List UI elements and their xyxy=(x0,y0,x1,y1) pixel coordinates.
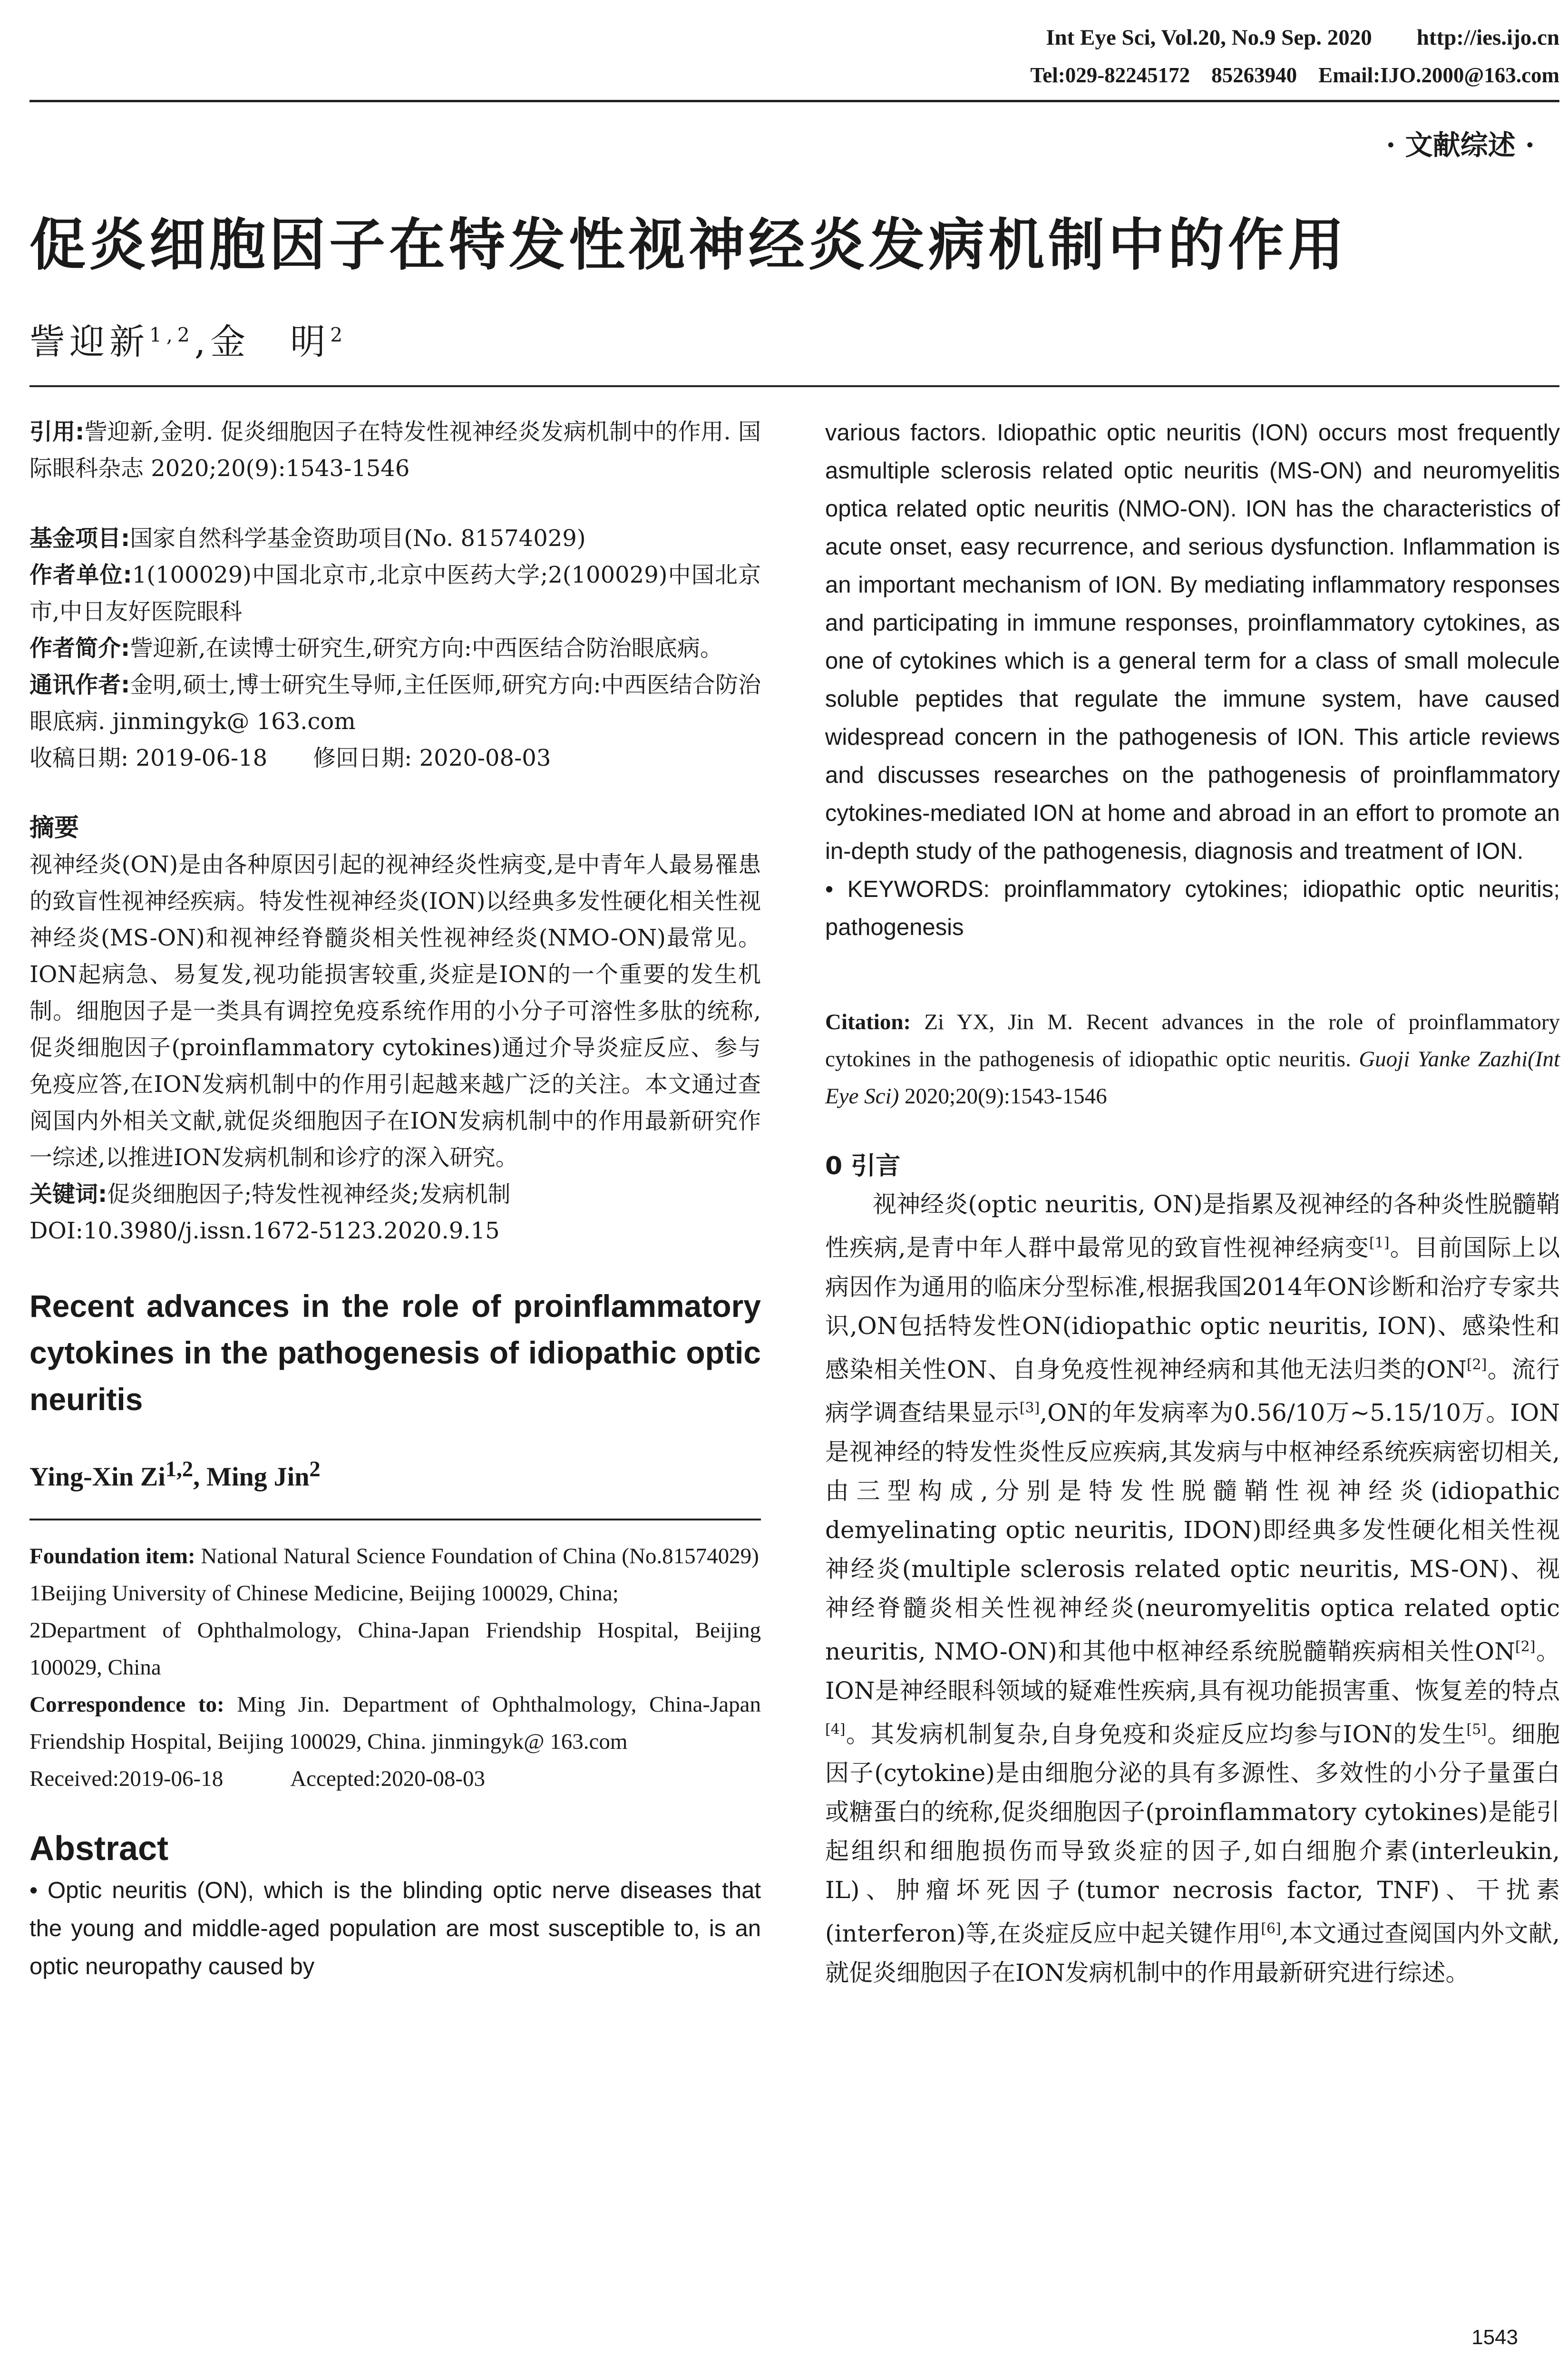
correspondence-label: Correspondence to: xyxy=(29,1692,224,1717)
intro-paragraph xyxy=(825,1185,1560,1992)
ref-2[interactable]: [2] xyxy=(1466,1356,1487,1373)
ref-6[interactable]: [5] xyxy=(1466,1721,1487,1738)
citation-en-journal: Guoji Yanke Zazhi(Int Eye Sci) xyxy=(825,1047,1560,1109)
foundation-item xyxy=(29,1538,761,1575)
received-accepted: Received:2019-06-18 Accepted:2020-08-03 xyxy=(29,1766,486,1791)
corresponding-label: 通讯作者: xyxy=(29,672,130,698)
right-column xyxy=(825,414,1560,1992)
author-unit xyxy=(29,557,761,630)
header-rule xyxy=(29,100,1559,102)
citation-cn-text: 訾迎新,金明. 促炎细胞因子在特发性视神经炎发病机制中的作用. 国际眼科杂志 2020;20(9):1543-1546 xyxy=(29,419,761,482)
foundation-text: National Natural Science Foundation of China (No.81574029) xyxy=(201,1543,759,1568)
author-intro-text: 訾迎新,在读博士研究生,研究方向:中西医结合防治眼底病。 xyxy=(130,635,723,662)
left-column xyxy=(29,414,761,1986)
citation-cn-label: 引用: xyxy=(29,419,85,445)
intro-text-3: 。流行病学调查结果显示 xyxy=(825,1355,1560,1427)
keywords-en: • KEYWORDS: proinflammatory cytokines; idiopathic optic neuritis; pathogenesis xyxy=(825,877,1560,940)
authors-en xyxy=(29,1451,761,1496)
authors-cn xyxy=(29,314,347,364)
author-1-affil: 1,2 xyxy=(149,323,195,347)
keywords-cn-label: 关键词: xyxy=(29,1181,107,1208)
fund-label: 基金项目: xyxy=(29,525,130,552)
intro-text-7: 。细胞因子(cytokine)是由细胞分泌的具有多源性、多效性的小分子量蛋白或糖蛋白的统称,促炎细胞因子(proinflammatory cytokines)是能引起组织和细胞损伤而导致炎症的因子,如白细胞介素(interleukin, IL)、肿瘤坏死因子(tumor necrosis factor, TNF)、干扰素(interferon)等,在炎症反应中起关键作用 xyxy=(825,1720,1560,1948)
intro-heading: 0 引言 xyxy=(825,1152,901,1180)
unit-label: 作者单位: xyxy=(29,562,132,588)
affiliation-1: 1Beijing University of Chinese Medicine, Beijing 100029, China; xyxy=(29,1580,619,1606)
ref-1[interactable]: [1] xyxy=(1369,1235,1390,1251)
intro-text-2: 。目前国际上以病因作为通用的临床分型标准,根据我国2014年ON诊断和治疗专家共识,ON包括特发性ON(idiopathic optic neuritis, ION)、感染性和感染相关性ON、自身免疫性视神经病和其他无法归类的ON xyxy=(825,1234,1560,1383)
intro-text-5: 。ION是神经眼科领域的疑难性疾病,具有视功能损害重、恢复差的特点 xyxy=(825,1637,1560,1705)
doi: DOI:10.3980/j.issn.1672-5123.2020.9.15 xyxy=(29,1218,500,1244)
keywords-cn-text: 促炎细胞因子;特发性视神经炎;发病机制 xyxy=(107,1181,511,1208)
corresponding-author xyxy=(29,667,761,740)
author-2-name: 金 明 xyxy=(210,321,331,362)
citation-en xyxy=(825,1003,1560,1115)
section-tag: · 文献综述 · xyxy=(1386,129,1535,161)
author-separator: , xyxy=(194,321,211,362)
author-en-2-affil: 2 xyxy=(309,1457,321,1481)
intro-text-1: 视神经炎(optic neuritis, ON)是指累及视神经的各种炎性脱髓鞘性疾病,是青中年人群中最常见的致盲性视神经病变 xyxy=(825,1190,1560,1262)
english-section-rule xyxy=(29,1519,761,1520)
abstract-en-start: • Optic neuritis (ON), which is the blinding optic nerve diseases that the young and middle-aged population are most susceptible to, is an optic neuropathy caused by xyxy=(29,1877,761,1979)
corresponding-text: 金明,硕士,博士研究生导师,主任医师,研究方向:中西医结合防治眼底病. jinmingyk@ 163.com xyxy=(29,672,761,735)
author-en-1-affil: 1,2 xyxy=(165,1457,194,1481)
citation-en-tail: 2020;20(9):1543-1546 xyxy=(899,1084,1107,1109)
citation-en-label: Citation: xyxy=(825,1010,911,1034)
correspondence xyxy=(29,1686,761,1760)
citation-cn xyxy=(29,414,761,487)
author-1-name: 訾迎新 xyxy=(29,321,149,362)
affiliation-2: 2Department of Ophthalmology, China-Japan Friendship Hospital, Beijing 100029, China xyxy=(29,1617,761,1680)
title-rule xyxy=(29,385,1559,387)
intro-text-8: ,本文通过查阅国内外文献,就促炎细胞因子在ION发病机制中的作用最新研究进行综述。 xyxy=(825,1919,1560,1987)
ref-4[interactable]: [2] xyxy=(1515,1638,1536,1655)
author-en-1: Ying-Xin Zi xyxy=(29,1462,166,1492)
foundation-label: Foundation item: xyxy=(29,1543,195,1568)
abstract-en-continued: various factors. Idiopathic optic neuritis (ION) occurs most frequently asmultiple sclerosis related optic neuritis (MS-ON) and neuromyelitis optica related optic neuritis (NMO-ON). ION has the characteristics of acute onset, easy recurrence, and serious dysfunction. Inflammation is an important mechanism of ION. By mediating inflammatory responses and participating in immune responses, proinflammatory cytokines, as one of cytokines which is a general term for a class of small molecule soluble peptides that regulate the immune system, have caused widespread concern in the pathogenesis of ION. This article reviews and discusses researches on the pathogenesis of proinflammatory cytokines-mediated ION at home and abroad in an effort to promote an in-depth study of the pathogenesis, diagnosis and treatment of ION. xyxy=(825,420,1560,864)
citation-en-text: Zi YX, Jin M. Recent advances in the role of proinflammatory cytokines in the pathogenesis of idiopathic optic neuritis. xyxy=(825,1010,1560,1072)
abstract-heading: Abstract xyxy=(29,1829,169,1868)
fund-text: 国家自然科学基金资助项目(No. 81574029) xyxy=(130,525,586,552)
english-title: Recent advances in the role of proinflammatory cytokines in the pathogenesis of idiopathic optic neuritis xyxy=(29,1288,761,1417)
intro-text-6: 。其发病机制复杂,自身免疫和炎症反应均参与ION的发生 xyxy=(845,1720,1467,1748)
abstract-cn-heading: 摘要 xyxy=(29,814,79,842)
page-number: 1543 xyxy=(1471,2326,1518,2349)
fund-info xyxy=(29,520,761,557)
author-2-affil: 2 xyxy=(330,323,348,347)
unit-text: 1(100029)中国北京市,北京中医药大学;2(100029)中国北京市,中日友好医院眼科 xyxy=(29,562,761,625)
article-title: 促炎细胞因子在特发性视神经炎发病机制中的作用 xyxy=(29,212,1348,278)
correspondence-text: Ming Jin. Department of Ophthalmology, China-Japan Friendship Hospital, Beijing 100029, China. jinmingyk@ 163.com xyxy=(29,1692,761,1754)
author-intro-label: 作者简介: xyxy=(29,635,130,662)
ref-7[interactable]: [6] xyxy=(1261,1920,1281,1938)
intro-text-4: ,ON的年发病率为0.56/10万~5.15/10万。ION是视神经的特发性炎性反应疾病,其发病与中枢神经系统疾病密切相关,由三型构成,分别是特发性脱髓鞘性视神经炎(idiopathic demyelinating optic neuritis, IDON)即经典多发性硬化相关性视神经炎(multiple sclerosis related optic neuritis, MS-ON)、视神经脊髓炎相关性视神经炎(neuromyelitis optica related optic neuritis, NMO-ON)和其他中枢神经系统脱髓鞘疾病相关性ON xyxy=(825,1399,1560,1666)
author-intro xyxy=(29,630,761,667)
author-en-2: , Ming Jin xyxy=(193,1462,310,1492)
journal-header-line2: Tel:029-82245172 85263940 Email:IJO.2000@163.com xyxy=(1030,63,1559,87)
journal-header-line1: Int Eye Sci, Vol.20, No.9 Sep. 2020 http://ies.ijo.cn xyxy=(1046,25,1559,50)
ref-5[interactable]: [4] xyxy=(825,1721,846,1738)
keywords-cn xyxy=(29,1176,761,1213)
dates-cn: 收稿日期: 2019-06-18 修回日期: 2020-08-03 xyxy=(29,745,551,771)
abstract-cn-text: 视神经炎(ON)是由各种原因引起的视神经炎性病变,是中青年人最易罹患的致盲性视神经疾病。特发性视神经炎(ION)以经典多发性硬化相关性视神经炎(MS-ON)和视神经脊髓炎相关性视神经炎(NMO-ON)最常见。ION起病急、易复发,视功能损害较重,炎症是ION的一个重要的发生机制。细胞因子是一类具有调控免疫系统作用的小分子可溶性多肽的统称,促炎细胞因子(proinflammatory cytokines)通过介导炎症反应、参与免疫应答,在ION发病机制中的作用引起越来越广泛的关注。本文通过查阅国内外相关文献,就促炎细胞因子在ION发病机制中的作用最新研究作一综述,以推进ION发病机制和诊疗的深入研究。 xyxy=(29,851,761,1171)
ref-3[interactable]: [3] xyxy=(1019,1400,1040,1417)
